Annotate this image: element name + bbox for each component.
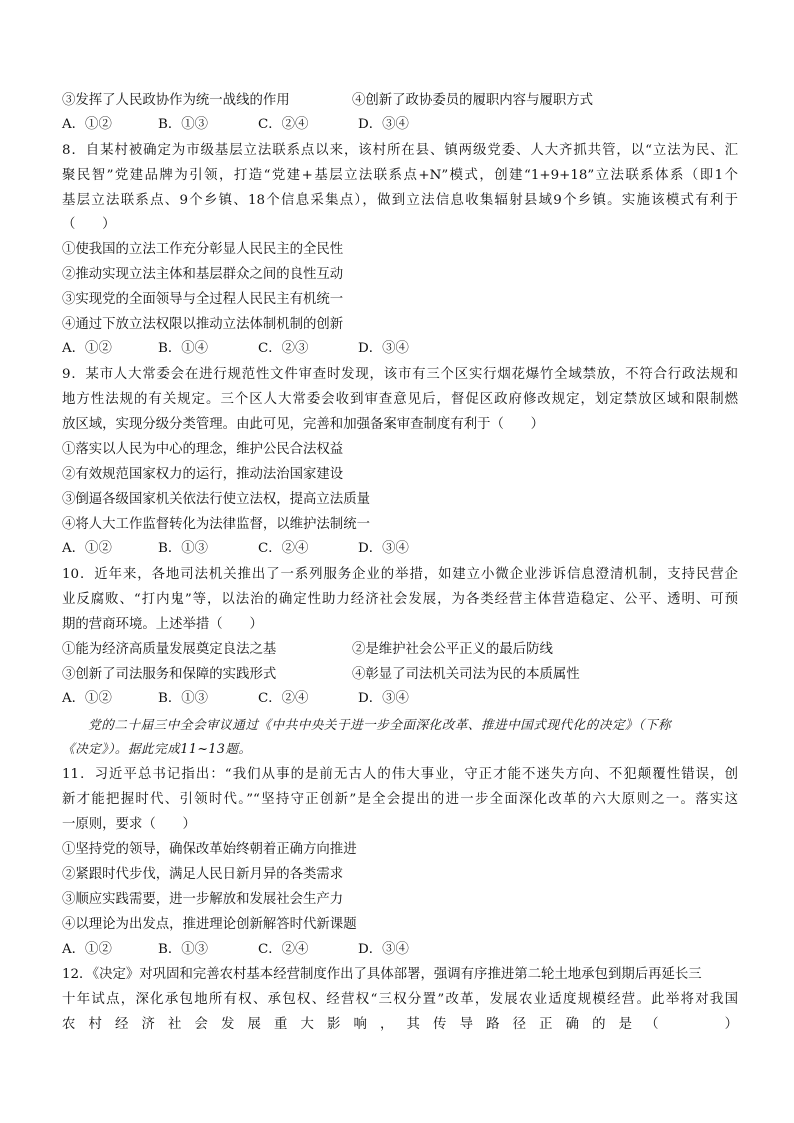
material-intro-line: 党的二十届三中全会审议通过《中共中央关于进一步全面深化改革、推进中国式现代化的决定》（下称 bbox=[62, 717, 672, 732]
statement-pair bbox=[62, 641, 553, 659]
question-text-line: ①坚持党的领导，确保改革始终朝着正确方向推进 bbox=[62, 842, 357, 857]
answer-option: D．③④ bbox=[358, 942, 409, 957]
answer-option: B．①③ bbox=[158, 942, 209, 957]
statement-item: ④创新了政协委员的履职内容与履职方式 bbox=[352, 93, 594, 108]
question-text-line: （ ） bbox=[62, 217, 116, 232]
question-text-line: 聚民智”党建品牌为引领，打造“党建+基层立法联系点+N”模式，创建“1+9+18”立法联系体系（即1个 bbox=[62, 168, 738, 183]
answer-option: D．③④ bbox=[358, 541, 409, 556]
answer-option: B．①④ bbox=[158, 341, 209, 356]
answer-option: A．①② bbox=[62, 117, 112, 132]
question-text-line: ②紧跟时代步伐，满足人民日新月异的各类需求 bbox=[62, 867, 344, 882]
question-text-line: ③实现党的全面领导与全过程人民民主有机统一 bbox=[62, 292, 344, 307]
question-text-line: ④将人大工作监督转化为法律监督，以维护法制统一 bbox=[62, 517, 370, 532]
question-text-line: ④以理论为出发点，推进理论创新解答时代新课题 bbox=[62, 917, 357, 932]
answer-option: A．①② bbox=[62, 691, 112, 706]
statement-item: ①能为经济高质量发展奠定良法之基 bbox=[62, 642, 277, 657]
answer-option: B．①③ bbox=[158, 117, 209, 132]
answer-option: B．①③ bbox=[158, 541, 209, 556]
question-text-line: ③倒逼各级国家机关依法行使立法权，提高立法质量 bbox=[62, 492, 370, 507]
statement-item: ③创新了司法服务和保障的实践形式 bbox=[62, 667, 277, 682]
answer-options bbox=[62, 941, 458, 959]
question-text-line: ④通过下放立法权限以推动立法体制机制的创新 bbox=[62, 317, 344, 332]
answer-option: B．①③ bbox=[158, 691, 209, 706]
question-text-line: ①使我国的立法工作充分彰显人民民主的全民性 bbox=[62, 242, 344, 257]
question-text-line: 十年试点，深化承包地所有权、承包权、经营权“三权分置”改革，发展农业适度规模经营。此举将对我国 bbox=[62, 992, 738, 1007]
answer-option: C．②④ bbox=[258, 942, 309, 957]
statement-item: ④彰显了司法机关司法为民的本质属性 bbox=[352, 667, 580, 682]
statement-item: ③发挥了人民政协作为统一战线的作用 bbox=[62, 93, 290, 108]
question-text-line: 基层立法联系点、9个乡镇、18个信息采集点），做到立法信息收集辐射县域9个乡镇。实施该模式有利于 bbox=[62, 193, 738, 208]
question-text-line: 新才能把握时代、引领时代。”“坚持守正创新”是全会提出的进一步全面深化改革的六大原则之一。落实这 bbox=[62, 792, 738, 807]
question-text-line: ③顺应实践需要，进一步解放和发展社会生产力 bbox=[62, 892, 344, 907]
answer-option: D．③④ bbox=[358, 691, 409, 706]
answer-option: A．①② bbox=[62, 942, 112, 957]
question-text-line: 期的营商环境。上述举措（ ） bbox=[62, 617, 263, 632]
question-text-line: ②推动实现立法主体和基层群众之间的良性互动 bbox=[62, 267, 344, 282]
answer-option: D．③④ bbox=[358, 341, 409, 356]
question-text-line: 11．习近平总书记指出：“我们从事的是前无古人的伟大事业，守正才能不迷失方向、不犯颠覆性错误，创 bbox=[62, 767, 738, 782]
question-text-line: 9．某市人大常委会在进行规范性文件审查时发现，该市有三个区实行烟花爆竹全域禁放，不符合行政法规和 bbox=[62, 367, 738, 382]
question-text-line: 10．近年来，各地司法机关推出了一系列服务企业的举措，如建立小微企业涉诉信息澄清机制，支持民营企 bbox=[62, 567, 738, 582]
answer-options bbox=[62, 116, 458, 134]
answer-option: A．①② bbox=[62, 341, 112, 356]
answer-option: D．③④ bbox=[358, 117, 409, 132]
question-text-line: ①落实以人民为中心的理念，维护公民合法权益 bbox=[62, 442, 344, 457]
material-intro-line: 《决定》）。据此完成11~13题。 bbox=[62, 741, 252, 756]
statement-item: ②是维护社会公平正义的最后防线 bbox=[352, 642, 553, 657]
statement-pair bbox=[62, 666, 580, 684]
answer-options bbox=[62, 540, 458, 558]
question-text-line: 一原则，要求（ ） bbox=[62, 817, 196, 832]
question-text-line: 放区域，实现分级分类管理。由此可见，完善和加强备案审查制度有利于（ ） bbox=[62, 417, 545, 432]
question-text-line: 8．自某村被确定为市级基层立法联系点以来，该村所在县、镇两级党委、人大齐抓共管，以“立法为民、汇 bbox=[62, 143, 738, 158]
answer-options bbox=[62, 340, 458, 358]
answer-option: A．①② bbox=[62, 541, 112, 556]
question-text-line: 12．《决定》对巩固和完善农村基本经营制度作出了具体部署，强调有序推进第二轮土地承包到期后再延长三 bbox=[62, 967, 702, 982]
question-text-line: 业反腐败、“打内鬼”等，以法治的确定性助力经济社会发展，为各类经营主体营造稳定、公平、透明、可预 bbox=[62, 592, 738, 607]
question-text-line: 农村经济社会发展重大影响，其传导路径正确的是（ ） bbox=[62, 1017, 738, 1032]
question-text-line: 地方性法规的有关规定。三个区人大常委会收到审查意见后，督促区政府修改规定，划定禁放区域和限制燃 bbox=[62, 392, 738, 407]
answer-option: C．②③ bbox=[258, 341, 309, 356]
answer-options bbox=[62, 690, 458, 708]
answer-option: C．②④ bbox=[258, 691, 309, 706]
answer-option: C．②④ bbox=[258, 117, 309, 132]
answer-option: C．②④ bbox=[258, 541, 309, 556]
question-text-line: ②有效规范国家权力的运行，推动法治国家建设 bbox=[62, 467, 344, 482]
statement-pair bbox=[62, 92, 593, 110]
